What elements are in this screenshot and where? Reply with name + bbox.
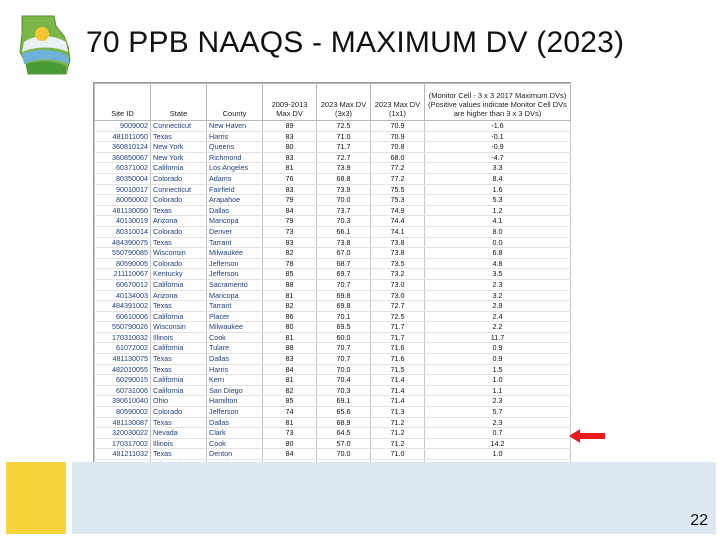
cell-site-id: 170310032: [95, 332, 151, 343]
cell-county: Kern: [207, 375, 263, 386]
cell-dv-2023-3x3: 68.9: [317, 417, 371, 428]
cell-site-id: 481011050: [95, 131, 151, 142]
cell-dv-2023-3x3: 72.5: [317, 121, 371, 132]
cell-state: Texas: [151, 449, 207, 460]
cell-dv-2023-1x1: 72.7: [371, 301, 425, 312]
red-arrow-icon: [569, 429, 605, 443]
cell-dv-2009-2013: 83: [263, 237, 317, 248]
cell-state: California: [151, 385, 207, 396]
cell-dv-2023-1x1: 74.9: [371, 205, 425, 216]
slide-title: 70 PPB NAAQS - MAXIMUM DV (2023): [86, 26, 625, 59]
cell-dv-2009-2013: 89: [263, 121, 317, 132]
cell-state: California: [151, 163, 207, 174]
cell-state: New York: [151, 142, 207, 153]
cell-dv-2023-3x3: 71.0: [317, 131, 371, 142]
cell-site-id: 481130087: [95, 417, 151, 428]
cell-state: Connecticut: [151, 121, 207, 132]
table-header-row: [95, 84, 571, 121]
cell-dv-2023-1x1: 71.0: [371, 449, 425, 460]
cell-difference: 5.7: [425, 407, 571, 418]
cell-dv-2023-3x3: 70.0: [317, 364, 371, 375]
cell-county: Cook: [207, 438, 263, 449]
cell-site-id: 550790085: [95, 248, 151, 259]
cell-dv-2009-2013: 84: [263, 449, 317, 460]
cell-state: Colorado: [151, 195, 207, 206]
table-row: [95, 311, 571, 322]
cell-difference: 6.8: [425, 248, 571, 259]
cell-dv-2023-1x1: 75.5: [371, 184, 425, 195]
cell-dv-2023-1x1: 71.7: [371, 322, 425, 333]
table-row: [95, 173, 571, 184]
cell-dv-2023-3x3: 69.5: [317, 322, 371, 333]
cell-dv-2009-2013: 83: [263, 152, 317, 163]
cell-state: Ohio: [151, 396, 207, 407]
cell-dv-2023-1x1: 74.4: [371, 216, 425, 227]
cell-difference: 2.3: [425, 396, 571, 407]
cell-dv-2023-1x1: 70.9: [371, 131, 425, 142]
cell-difference: 2.3: [425, 417, 571, 428]
cell-dv-2023-1x1: 71.6: [371, 354, 425, 365]
header-difference: (Monitor Cell - 3 x 3 2017 Maximum DVs) (Positive values indicate Monitor Cell DVs are higher than 3 x 3 DVs): [425, 84, 571, 121]
cell-dv-2009-2013: 81: [263, 290, 317, 301]
cell-dv-2023-3x3: 70.7: [317, 343, 371, 354]
cell-dv-2023-1x1: 71.3: [371, 407, 425, 418]
cell-state: Texas: [151, 301, 207, 312]
cell-dv-2023-3x3: 68.7: [317, 258, 371, 269]
cell-site-id: 320030022: [95, 428, 151, 439]
table-row: [95, 385, 571, 396]
cell-difference: 5.3: [425, 195, 571, 206]
cell-county: Milwaukee: [207, 322, 263, 333]
cell-county: Queens: [207, 142, 263, 153]
cell-site-id: 390610040: [95, 396, 151, 407]
cell-county: Milwaukee: [207, 248, 263, 259]
cell-site-id: 60610006: [95, 311, 151, 322]
cell-state: Texas: [151, 205, 207, 216]
table-row: [95, 121, 571, 132]
cell-dv-2023-1x1: 75.3: [371, 195, 425, 206]
table-row: [95, 195, 571, 206]
cell-dv-2009-2013: 82: [263, 248, 317, 259]
cell-county: Maricopa: [207, 216, 263, 227]
cell-state: Illinois: [151, 332, 207, 343]
cell-dv-2023-3x3: 70.1: [317, 311, 371, 322]
cell-difference: 4.8: [425, 258, 571, 269]
cell-state: Connecticut: [151, 184, 207, 195]
table-row: [95, 301, 571, 312]
cell-dv-2023-1x1: 73.5: [371, 258, 425, 269]
cell-state: New York: [151, 152, 207, 163]
cell-county: Sacramento: [207, 279, 263, 290]
cell-difference: 1.5: [425, 364, 571, 375]
table-row: [95, 131, 571, 142]
cell-difference: 8.4: [425, 173, 571, 184]
table-row: [95, 258, 571, 269]
cell-site-id: 550790026: [95, 322, 151, 333]
cell-dv-2023-1x1: 73.8: [371, 237, 425, 248]
header-county: County: [207, 84, 263, 121]
cell-dv-2009-2013: 82: [263, 385, 317, 396]
cell-dv-2023-1x1: 71.5: [371, 364, 425, 375]
cell-dv-2023-1x1: 71.7: [371, 332, 425, 343]
cell-state: Wisconsin: [151, 322, 207, 333]
cell-difference: 0.9: [425, 354, 571, 365]
cell-site-id: 60290015: [95, 375, 151, 386]
cell-site-id: 60670012: [95, 279, 151, 290]
cell-state: Texas: [151, 417, 207, 428]
cell-county: New Haven: [207, 121, 263, 132]
header-dv-2023-3x3: 2023 Max DV (3x3): [317, 84, 371, 121]
cell-site-id: 40134003: [95, 290, 151, 301]
cell-dv-2009-2013: 85: [263, 269, 317, 280]
cell-dv-2023-3x3: 73.7: [317, 205, 371, 216]
cell-dv-2023-3x3: 70.3: [317, 385, 371, 396]
cell-county: Dallas: [207, 354, 263, 365]
cell-dv-2023-1x1: 73.8: [371, 248, 425, 259]
cell-dv-2023-3x3: 67.0: [317, 248, 371, 259]
cell-dv-2009-2013: 81: [263, 332, 317, 343]
cell-difference: 0.0: [425, 237, 571, 248]
cell-dv-2009-2013: 80: [263, 438, 317, 449]
cell-county: Hamilton: [207, 396, 263, 407]
cell-dv-2023-3x3: 60.0: [317, 332, 371, 343]
cell-difference: 1.1: [425, 385, 571, 396]
cell-dv-2023-1x1: 72.5: [371, 311, 425, 322]
cell-dv-2023-3x3: 70.0: [317, 195, 371, 206]
cell-difference: 4.1: [425, 216, 571, 227]
cell-state: Kentucky: [151, 269, 207, 280]
cell-dv-2023-1x1: 70.9: [371, 121, 425, 132]
cell-dv-2009-2013: 84: [263, 205, 317, 216]
cell-county: Denton: [207, 449, 263, 460]
table-row: [95, 152, 571, 163]
cell-dv-2023-1x1: 77.2: [371, 173, 425, 184]
table-row: [95, 375, 571, 386]
cell-county: Tarrant: [207, 301, 263, 312]
cell-site-id: 481211032: [95, 449, 151, 460]
cell-difference: -1.6: [425, 121, 571, 132]
cell-site-id: 60731006: [95, 385, 151, 396]
cell-county: Jefferson: [207, 258, 263, 269]
cell-state: California: [151, 343, 207, 354]
table-row: [95, 184, 571, 195]
cell-county: Adams: [207, 173, 263, 184]
cell-dv-2023-3x3: 64.5: [317, 428, 371, 439]
cell-dv-2009-2013: 76: [263, 173, 317, 184]
cell-dv-2009-2013: 78: [263, 258, 317, 269]
cell-dv-2023-3x3: 70.3: [317, 216, 371, 227]
cell-dv-2009-2013: 80: [263, 322, 317, 333]
table-row: [95, 428, 571, 439]
cell-state: Texas: [151, 364, 207, 375]
cell-dv-2023-3x3: 65.6: [317, 407, 371, 418]
cell-dv-2023-3x3: 70.7: [317, 354, 371, 365]
cell-difference: 11.7: [425, 332, 571, 343]
cell-difference: 2.4: [425, 311, 571, 322]
cell-dv-2023-1x1: 73.0: [371, 279, 425, 290]
cell-dv-2023-1x1: 71.4: [371, 396, 425, 407]
cell-dv-2023-1x1: 71.6: [371, 343, 425, 354]
cell-site-id: 482010055: [95, 364, 151, 375]
cell-site-id: 360810124: [95, 142, 151, 153]
cell-dv-2009-2013: 83: [263, 131, 317, 142]
cell-difference: -0.9: [425, 142, 571, 153]
cell-dv-2009-2013: 81: [263, 375, 317, 386]
footer-band: [72, 462, 716, 534]
cell-difference: 2.3: [425, 279, 571, 290]
cell-difference: 0.7: [425, 428, 571, 439]
cell-difference: 3.5: [425, 269, 571, 280]
table-row: [95, 269, 571, 280]
cell-site-id: 211110067: [95, 269, 151, 280]
cell-site-id: 40130019: [95, 216, 151, 227]
cell-dv-2023-3x3: 73.8: [317, 237, 371, 248]
cell-dv-2009-2013: 83: [263, 354, 317, 365]
cell-county: Harris: [207, 364, 263, 375]
cell-dv-2009-2013: 83: [263, 184, 317, 195]
table-row: [95, 205, 571, 216]
cell-difference: 1.0: [425, 375, 571, 386]
cell-site-id: 80590005: [95, 258, 151, 269]
cell-site-id: 80350004: [95, 173, 151, 184]
cell-dv-2023-3x3: 68.8: [317, 173, 371, 184]
cell-dv-2023-3x3: 69.8: [317, 301, 371, 312]
table-row: [95, 322, 571, 333]
cell-dv-2023-1x1: 73.2: [371, 269, 425, 280]
cell-dv-2023-1x1: 71.2: [371, 417, 425, 428]
cell-dv-2023-3x3: 69.8: [317, 290, 371, 301]
cell-dv-2023-1x1: 74.1: [371, 226, 425, 237]
cell-difference: 14.2: [425, 438, 571, 449]
cell-state: California: [151, 311, 207, 322]
table-row: [95, 364, 571, 375]
cell-difference: 1.2: [425, 205, 571, 216]
cell-state: Colorado: [151, 258, 207, 269]
cell-state: Texas: [151, 237, 207, 248]
cell-site-id: 80310014: [95, 226, 151, 237]
cell-dv-2023-1x1: 71.2: [371, 428, 425, 439]
cell-difference: -4.7: [425, 152, 571, 163]
header-site-id: Site ID: [95, 84, 151, 121]
table-row: [95, 354, 571, 365]
cell-difference: 8.0: [425, 226, 571, 237]
cell-difference: 2.2: [425, 322, 571, 333]
cell-difference: -0.1: [425, 131, 571, 142]
cell-site-id: 60371002: [95, 163, 151, 174]
cell-site-id: 481130050: [95, 205, 151, 216]
cell-difference: 2.9: [425, 301, 571, 312]
cell-state: California: [151, 375, 207, 386]
cell-state: Arizona: [151, 290, 207, 301]
table-row: [95, 396, 571, 407]
cell-dv-2009-2013: 85: [263, 396, 317, 407]
cell-dv-2023-3x3: 69.7: [317, 269, 371, 280]
cell-dv-2009-2013: 74: [263, 407, 317, 418]
cell-county: Dallas: [207, 205, 263, 216]
cell-dv-2009-2013: 81: [263, 163, 317, 174]
table-row: [95, 216, 571, 227]
cell-site-id: 484390075: [95, 237, 151, 248]
cell-site-id: 90010017: [95, 184, 151, 195]
cell-difference: 1.0: [425, 449, 571, 460]
cell-dv-2023-3x3: 71.7: [317, 142, 371, 153]
cell-site-id: 360850067: [95, 152, 151, 163]
cell-state: Colorado: [151, 226, 207, 237]
cell-county: Harris: [207, 131, 263, 142]
cell-dv-2023-3x3: 70.4: [317, 375, 371, 386]
cell-dv-2009-2013: 79: [263, 216, 317, 227]
dv-table-image: [93, 82, 571, 464]
page-number: 22: [690, 512, 708, 529]
header-dv-2009-2013: 2009-2013 Max DV: [263, 84, 317, 121]
cell-state: Wisconsin: [151, 248, 207, 259]
cell-site-id: 484391002: [95, 301, 151, 312]
georgia-logo-icon: [14, 12, 74, 78]
cell-dv-2009-2013: 80: [263, 142, 317, 153]
cell-site-id: 9009002: [95, 121, 151, 132]
cell-county: Tulare: [207, 343, 263, 354]
table-row: [95, 332, 571, 343]
cell-dv-2023-3x3: 72.7: [317, 152, 371, 163]
cell-county: Dallas: [207, 417, 263, 428]
table-row: [95, 438, 571, 449]
cell-dv-2023-1x1: 77.2: [371, 163, 425, 174]
cell-dv-2023-3x3: 73.9: [317, 184, 371, 195]
cell-county: Clark: [207, 428, 263, 439]
table-row: [95, 290, 571, 301]
cell-dv-2023-3x3: 66.1: [317, 226, 371, 237]
cell-state: Nevada: [151, 428, 207, 439]
cell-county: Fairfield: [207, 184, 263, 195]
header-state: State: [151, 84, 207, 121]
table-row: [95, 417, 571, 428]
cell-dv-2009-2013: 84: [263, 364, 317, 375]
cell-dv-2009-2013: 79: [263, 195, 317, 206]
table-row: [95, 226, 571, 237]
footer-accent-block: [6, 462, 66, 534]
cell-site-id: 80590002: [95, 407, 151, 418]
cell-state: Colorado: [151, 407, 207, 418]
cell-dv-2009-2013: 88: [263, 343, 317, 354]
cell-difference: 3.2: [425, 290, 571, 301]
cell-dv-2009-2013: 86: [263, 311, 317, 322]
cell-dv-2009-2013: 82: [263, 301, 317, 312]
table-row: [95, 343, 571, 354]
cell-dv-2023-3x3: 57.0: [317, 438, 371, 449]
cell-difference: 0.9: [425, 343, 571, 354]
cell-county: Arapahoe: [207, 195, 263, 206]
cell-dv-2009-2013: 73: [263, 428, 317, 439]
cell-county: Richmond: [207, 152, 263, 163]
cell-dv-2023-3x3: 70.0: [317, 449, 371, 460]
cell-county: Los Angeles: [207, 163, 263, 174]
cell-county: San Diego: [207, 385, 263, 396]
cell-state: Arizona: [151, 216, 207, 227]
table-row: [95, 449, 571, 460]
cell-state: California: [151, 279, 207, 290]
table-row: [95, 248, 571, 259]
cell-state: Texas: [151, 354, 207, 365]
cell-county: Denver: [207, 226, 263, 237]
dv-table: [94, 83, 571, 471]
cell-county: Maricopa: [207, 290, 263, 301]
cell-dv-2023-1x1: 73.0: [371, 290, 425, 301]
cell-dv-2023-1x1: 71.4: [371, 385, 425, 396]
cell-site-id: 61072002: [95, 343, 151, 354]
header-dv-2023-1x1: 2023 Max DV (1x1): [371, 84, 425, 121]
cell-dv-2009-2013: 73: [263, 226, 317, 237]
cell-difference: 3.3: [425, 163, 571, 174]
cell-site-id: 170317002: [95, 438, 151, 449]
table-row: [95, 279, 571, 290]
table-row: [95, 407, 571, 418]
table-row: [95, 237, 571, 248]
cell-dv-2023-3x3: 73.9: [317, 163, 371, 174]
cell-county: Placer: [207, 311, 263, 322]
cell-dv-2023-1x1: 70.8: [371, 142, 425, 153]
cell-state: Colorado: [151, 173, 207, 184]
cell-county: Cook: [207, 332, 263, 343]
cell-site-id: 481130075: [95, 354, 151, 365]
cell-dv-2023-3x3: 70.7: [317, 279, 371, 290]
cell-county: Jefferson: [207, 407, 263, 418]
cell-difference: 1.6: [425, 184, 571, 195]
cell-dv-2023-1x1: 68.0: [371, 152, 425, 163]
cell-state: Texas: [151, 131, 207, 142]
cell-site-id: 80050002: [95, 195, 151, 206]
cell-dv-2009-2013: 88: [263, 279, 317, 290]
cell-county: Jefferson: [207, 269, 263, 280]
table-row: [95, 142, 571, 153]
cell-dv-2023-1x1: 71.2: [371, 438, 425, 449]
cell-county: Tarrant: [207, 237, 263, 248]
cell-state: Illinois: [151, 438, 207, 449]
cell-dv-2023-3x3: 69.1: [317, 396, 371, 407]
cell-dv-2009-2013: 81: [263, 417, 317, 428]
table-row: [95, 163, 571, 174]
cell-dv-2023-1x1: 71.4: [371, 375, 425, 386]
